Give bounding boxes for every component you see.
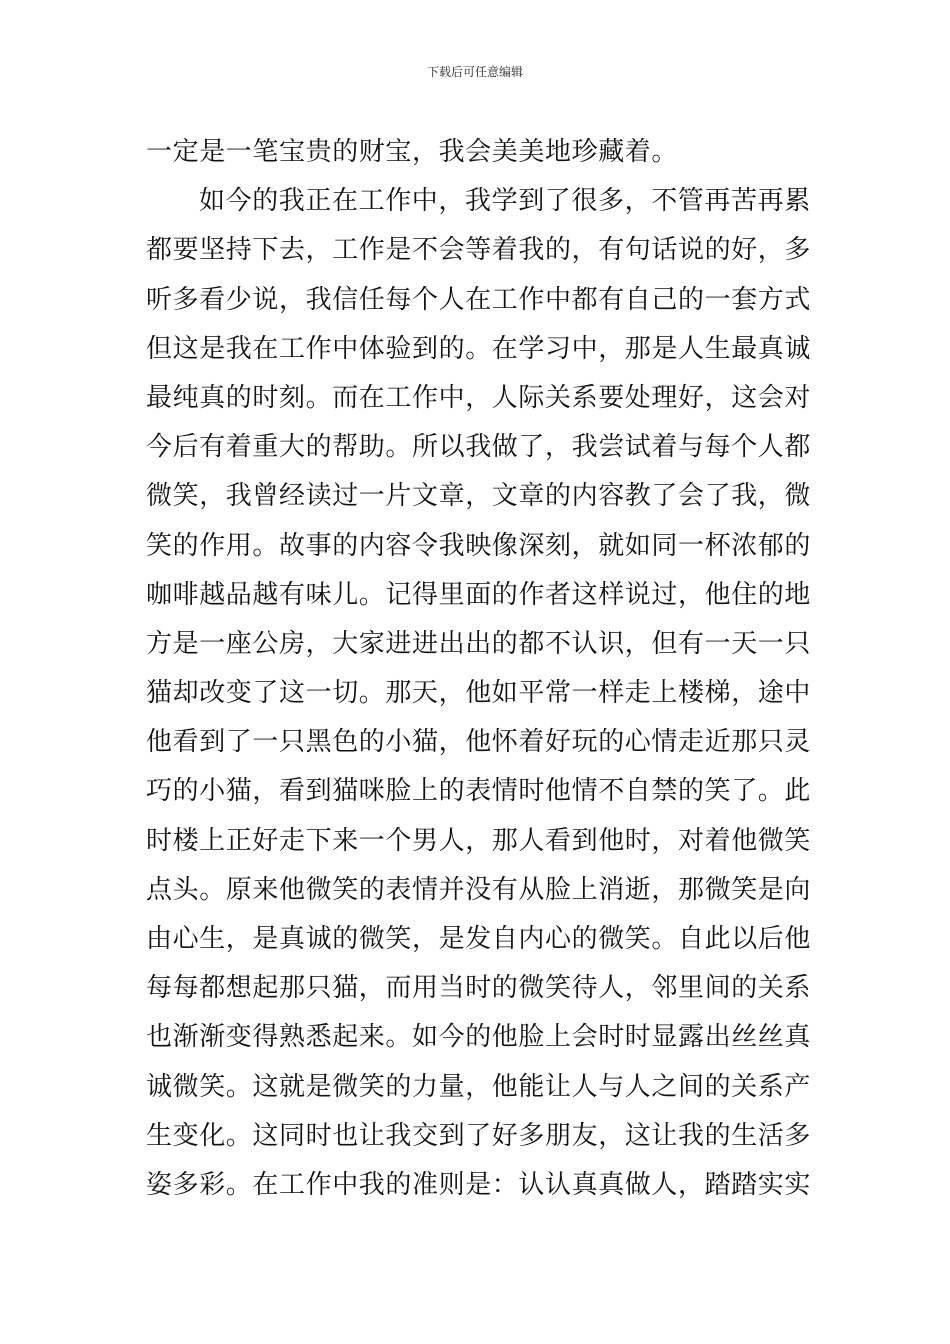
text-line: 点头。原来他微笑的表情并没有从脸上消逝，那微笑是向 — [146, 874, 812, 905]
text-line: 姿多彩。在工作中我的准则是：认认真真做人，踏踏实实 — [146, 1169, 812, 1200]
text-line: 都要坚持下去，工作是不会等着我的，有句话说的好，多 — [146, 235, 812, 266]
text-line: 由心生，是真诚的微笑，是发自内心的微笑。自此以后他 — [146, 924, 812, 954]
text-line: 微笑，我曾经读过一片文章，文章的内容教了会了我，微 — [146, 481, 812, 512]
text-line: 时楼上正好走下来一个男人，那人看到他时，对着他微笑 — [146, 825, 812, 856]
text-line: 一定是一笔宝贵的财宝，我会美美地珍藏着。 — [146, 137, 679, 167]
text-line: 巧的小猫，看到猫咪脸上的表情时他情不自禁的笑了。此 — [146, 776, 812, 807]
text-line: 咖啡越品越有味儿。记得里面的作者这样说过，他住的地 — [146, 579, 812, 610]
text-line: 笑的作用。故事的内容令我映像深刻，就如同一杯浓郁的 — [146, 530, 812, 561]
paragraph-first-line: 如今的我正在工作中，我学到了很多，不管再苦再累 — [199, 186, 811, 217]
text-line: 生变化。这同时也让我交到了好多朋友，这让我的生活多 — [146, 1120, 812, 1151]
text-line: 听多看少说，我信任每个人在工作中都有自己的一套方式 — [146, 284, 812, 315]
text-line: 方是一座公房，大家进进出出的都不认识，但有一天一只 — [146, 628, 812, 659]
text-line: 也渐渐变得熟悉起来。如今的他脸上会时时显露出丝丝真 — [146, 1022, 812, 1053]
text-line: 每每都想起那只猫，而用当时的微笑待人，邻里间的关系 — [146, 973, 812, 1004]
text-line: 他看到了一只黑色的小猫，他怀着好玩的心情走近那只灵 — [146, 727, 812, 758]
text-line: 最纯真的时刻。而在工作中，人际关系要处理好，这会对 — [146, 382, 812, 413]
text-line: 今后有着重大的帮助。所以我做了，我尝试着与每个人都 — [146, 432, 812, 463]
page-header: 下载后可任意编辑 — [426, 65, 523, 79]
body-text — [146, 128, 816, 1210]
text-line: 但这是我在工作中体验到的。在学习中，那是人生最真诚 — [146, 333, 812, 364]
text-line: 诚微笑。这就是微笑的力量，他能让人与人之间的关系产 — [146, 1071, 812, 1102]
text-line: 猫却改变了这一切。那天，他如平常一样走上楼梯，途中 — [146, 678, 812, 709]
